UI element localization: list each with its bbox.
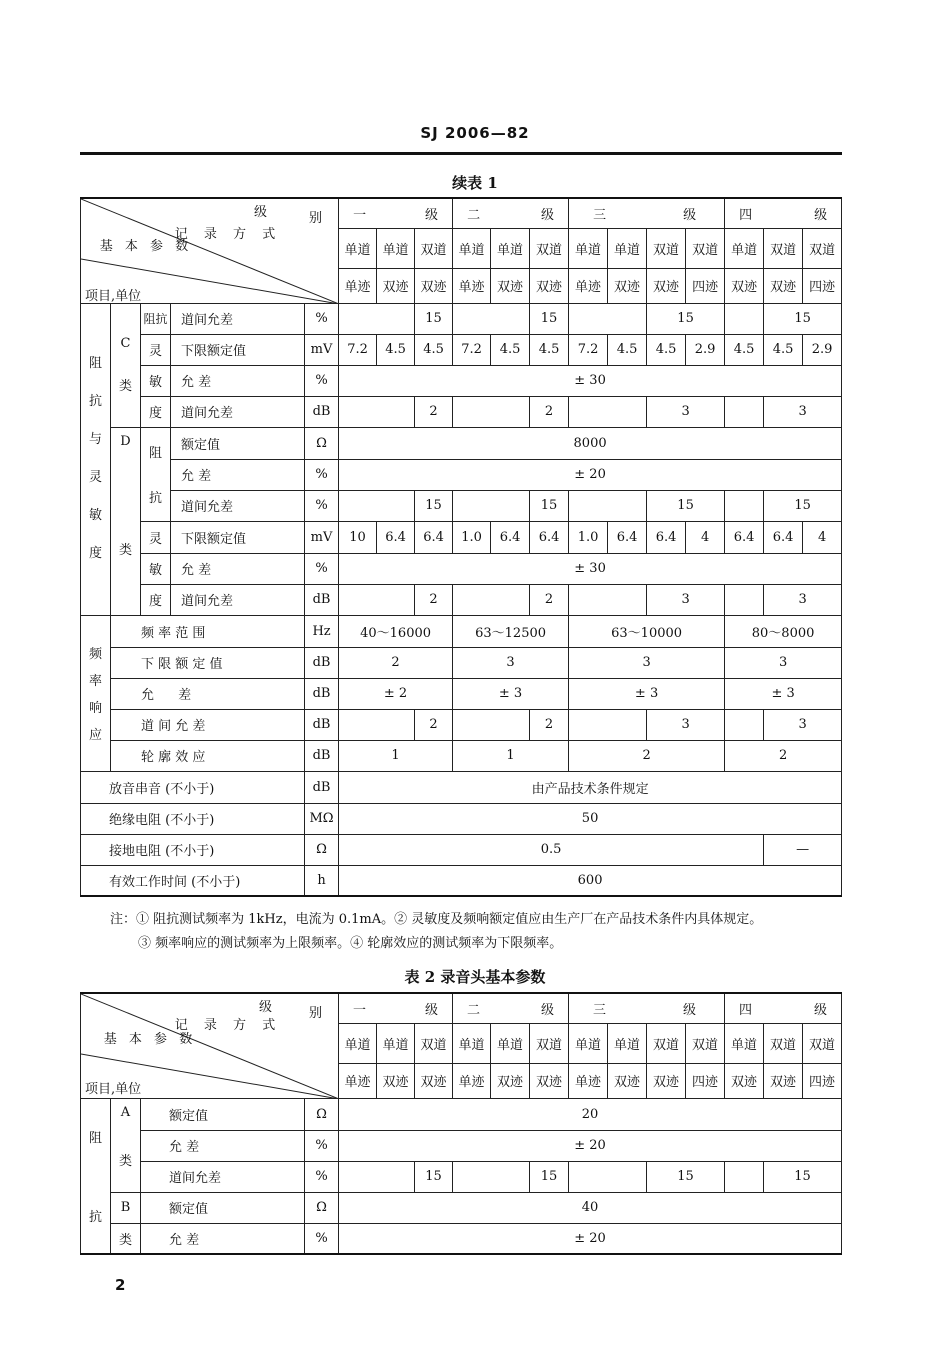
track-mode-top-9: 双道 bbox=[686, 1023, 725, 1063]
track-mode-bottom-0: 单迹 bbox=[339, 1063, 377, 1098]
grade4-b: 级 bbox=[814, 207, 828, 223]
table1-diagonal-header bbox=[81, 198, 339, 303]
grade2-a: 二 bbox=[467, 207, 481, 223]
f-row3-unit: dB bbox=[305, 678, 339, 709]
value-cell bbox=[725, 709, 764, 740]
value-cell: 7.2 bbox=[453, 334, 491, 365]
table1 bbox=[80, 197, 842, 897]
value-cell: 15 bbox=[530, 1161, 569, 1192]
value-cell: 3 bbox=[647, 584, 725, 615]
value-cell: 2 bbox=[569, 740, 725, 771]
table1-notes bbox=[110, 908, 850, 956]
value-cell: 4.5 bbox=[608, 334, 647, 365]
c-lmd-3: 度 bbox=[141, 396, 171, 427]
grade3-a: 三 bbox=[593, 207, 607, 223]
d-row3-name: 道间允差 bbox=[171, 490, 305, 521]
grade-label: 级 bbox=[259, 1000, 273, 1015]
page-number: 2 bbox=[115, 1276, 126, 1294]
value-cell: 15 bbox=[647, 1161, 725, 1192]
value-cell: 4.5 bbox=[530, 334, 569, 365]
table2 bbox=[80, 992, 842, 1255]
track-mode-bottom-1: 双迹 bbox=[377, 1063, 415, 1098]
class-b-lei: 类 bbox=[111, 1223, 141, 1254]
value-cell: 4.5 bbox=[647, 334, 686, 365]
track-mode-bottom-5: 双迹 bbox=[530, 268, 569, 303]
t1-c-row1 bbox=[81, 303, 842, 334]
value-cell: 15 bbox=[647, 303, 725, 334]
t2-b-row2 bbox=[81, 1223, 842, 1254]
m-row2-name: 绝缘电阻 (不小于) bbox=[81, 803, 305, 834]
value-cell: 4 bbox=[803, 521, 842, 553]
value-cell: 63～12500 bbox=[453, 615, 569, 647]
record-method-label: 记 录 方 式 bbox=[174, 1018, 282, 1033]
m-row1-unit: dB bbox=[305, 771, 339, 803]
value-cell: 80～8000 bbox=[725, 615, 842, 647]
a-row1-name: 额定值 bbox=[141, 1098, 305, 1130]
class-a bbox=[111, 1098, 141, 1192]
track-mode-bottom-5: 双迹 bbox=[530, 1063, 569, 1098]
track-mode-top-11: 双道 bbox=[764, 228, 803, 268]
track-mode-top-8: 双道 bbox=[647, 228, 686, 268]
track-mode-bottom-11: 双迹 bbox=[764, 1063, 803, 1098]
span-value: 0.5 bbox=[339, 834, 764, 865]
d-row4-name: 下限额定值 bbox=[171, 521, 305, 553]
value-cell: 15 bbox=[764, 1161, 842, 1192]
track-mode-bottom-7: 双迹 bbox=[608, 268, 647, 303]
t1-f-row2 bbox=[81, 647, 842, 678]
track-mode-top-7: 单道 bbox=[608, 228, 647, 268]
value-cell bbox=[725, 303, 764, 334]
track-mode-top-1: 单道 bbox=[377, 1023, 415, 1063]
basic-params-label: 基 本 参 数 bbox=[103, 1032, 197, 1047]
a-row2-unit: % bbox=[305, 1130, 339, 1161]
freq-char-4: 应 bbox=[88, 728, 102, 743]
value-cell: 1.0 bbox=[453, 521, 491, 553]
track-mode-bottom-6: 单迹 bbox=[569, 268, 608, 303]
bie-label: 别 bbox=[309, 211, 323, 226]
track-mode-bottom-3: 单迹 bbox=[453, 268, 491, 303]
f-row1-unit: Hz bbox=[305, 615, 339, 647]
t1-f-row3 bbox=[81, 678, 842, 709]
value-cell: 4.5 bbox=[377, 334, 415, 365]
track-mode-top-2: 双道 bbox=[415, 228, 453, 268]
value-cell bbox=[339, 303, 415, 334]
t1-m-row1 bbox=[81, 771, 842, 803]
value-cell bbox=[569, 709, 647, 740]
track-mode-bottom-8: 双迹 bbox=[647, 1063, 686, 1098]
value-cell bbox=[569, 303, 647, 334]
value-cell bbox=[725, 490, 764, 521]
t1-m-row2 bbox=[81, 803, 842, 834]
b-row1-name: 额定值 bbox=[141, 1192, 305, 1223]
track-mode-top-4: 单道 bbox=[491, 228, 530, 268]
d-row3-unit: % bbox=[305, 490, 339, 521]
track-mode-bottom-12: 四迹 bbox=[803, 268, 842, 303]
value-cell: 3 bbox=[764, 709, 842, 740]
track-mode-top-9: 双道 bbox=[686, 228, 725, 268]
t1-c-row2 bbox=[81, 334, 842, 365]
freq-char-1: 频 bbox=[88, 647, 102, 662]
t1-f-row4 bbox=[81, 709, 842, 740]
grade3-b: 级 bbox=[683, 207, 697, 223]
freq-char-2: 率 bbox=[88, 674, 102, 689]
track-mode-top-0: 单道 bbox=[339, 1023, 377, 1063]
c-row3-unit: % bbox=[305, 365, 339, 396]
t1-m-row4 bbox=[81, 865, 842, 896]
value-cell: 2 bbox=[530, 709, 569, 740]
m-row2-unit: MΩ bbox=[305, 803, 339, 834]
note-line-1: 注：① 阻抗测试频率为 1kHz，电流为 0.1mA。② 灵敏度及频响额定值应由生产厂在产品技术条件内具体规定。 bbox=[110, 912, 763, 927]
f-row2-unit: dB bbox=[305, 647, 339, 678]
value-cell: 2 bbox=[530, 396, 569, 427]
d-row6-name: 道间允差 bbox=[171, 584, 305, 615]
c-row3-name: 允 差 bbox=[171, 365, 305, 396]
d-zk-1: 阻 bbox=[148, 446, 162, 461]
track-mode-bottom-12: 四迹 bbox=[803, 1063, 842, 1098]
value-cell: — bbox=[764, 834, 842, 865]
t2-a-row1 bbox=[81, 1098, 842, 1130]
t1-m-row3 bbox=[81, 834, 842, 865]
track-mode-bottom-0: 单迹 bbox=[339, 268, 377, 303]
d-lmd-1: 灵 bbox=[141, 521, 171, 553]
track-mode-top-6: 单道 bbox=[569, 228, 608, 268]
f-row5-name: 轮 廓 效 应 bbox=[111, 740, 305, 771]
value-cell: 15 bbox=[415, 1161, 453, 1192]
d-row1-unit: Ω bbox=[305, 427, 339, 459]
span-value: 20 bbox=[339, 1098, 842, 1130]
value-cell: 40～16000 bbox=[339, 615, 453, 647]
value-cell: 15 bbox=[530, 303, 569, 334]
track-mode-bottom-11: 双迹 bbox=[764, 268, 803, 303]
header-rule bbox=[80, 152, 842, 155]
t1-c-row3 bbox=[81, 365, 842, 396]
track-mode-top-10: 单道 bbox=[725, 228, 764, 268]
group-zkly bbox=[81, 303, 111, 615]
d-row5-unit: % bbox=[305, 553, 339, 584]
value-cell: 3 bbox=[764, 396, 842, 427]
value-cell: 15 bbox=[415, 303, 453, 334]
track-mode-top-12: 双道 bbox=[803, 228, 842, 268]
track-mode-top-8: 双道 bbox=[647, 1023, 686, 1063]
value-cell: 2 bbox=[339, 647, 453, 678]
track-mode-bottom-2: 双迹 bbox=[415, 268, 453, 303]
value-cell bbox=[569, 396, 647, 427]
track-mode-top-6: 单道 bbox=[569, 1023, 608, 1063]
b-row1-unit: Ω bbox=[305, 1192, 339, 1223]
group-zk bbox=[81, 1098, 111, 1254]
a-row3-unit: % bbox=[305, 1161, 339, 1192]
value-cell: ± 3 bbox=[569, 678, 725, 709]
d-row1-name: 额定值 bbox=[171, 427, 305, 459]
value-cell: 3 bbox=[725, 647, 842, 678]
track-mode-bottom-10: 双迹 bbox=[725, 268, 764, 303]
m-row4-name: 有效工作时间 (不小于) bbox=[81, 865, 305, 896]
basic-params-label: 基 本 参 数 bbox=[99, 239, 193, 254]
group-freq bbox=[81, 615, 111, 771]
value-cell: 1 bbox=[453, 740, 569, 771]
track-mode-top-0: 单道 bbox=[339, 228, 377, 268]
grade4-a: 四 bbox=[739, 1002, 753, 1018]
value-cell: 63～10000 bbox=[569, 615, 725, 647]
zk-char-1: 阻 bbox=[88, 1130, 102, 1146]
value-cell bbox=[569, 1161, 647, 1192]
note-line-2: ③ 频率响应的测试频率为上限频率。④ 轮廓效应的测试频率为下限频率。 bbox=[138, 936, 563, 951]
track-mode-top-12: 双道 bbox=[803, 1023, 842, 1063]
grade1-b: 级 bbox=[425, 207, 439, 223]
value-cell bbox=[453, 490, 530, 521]
value-cell: 1.0 bbox=[569, 521, 608, 553]
d-row2-name: 允 差 bbox=[171, 459, 305, 490]
value-cell: 6.4 bbox=[377, 521, 415, 553]
grade4-b: 级 bbox=[814, 1002, 828, 1018]
group-zkly-text: 阻抗与灵敏度 bbox=[88, 356, 102, 561]
track-mode-bottom-10: 双迹 bbox=[725, 1063, 764, 1098]
d-zk-2: 抗 bbox=[148, 491, 162, 506]
f-row2-name: 下 限 额 定 值 bbox=[111, 647, 305, 678]
value-cell: 15 bbox=[530, 490, 569, 521]
span-value: ± 20 bbox=[339, 1130, 842, 1161]
track-mode-top-5: 双道 bbox=[530, 228, 569, 268]
value-cell: 3 bbox=[647, 396, 725, 427]
value-cell: 3 bbox=[764, 584, 842, 615]
span-value: ± 30 bbox=[339, 553, 842, 584]
t1-d-row2 bbox=[81, 459, 842, 490]
c-lmd-2: 敏 bbox=[141, 365, 171, 396]
grade3-a: 三 bbox=[593, 1002, 607, 1018]
t1-c-row4 bbox=[81, 396, 842, 427]
c-row2-unit: mV bbox=[305, 334, 339, 365]
track-mode-bottom-3: 单迹 bbox=[453, 1063, 491, 1098]
c-row4-unit: dB bbox=[305, 396, 339, 427]
track-mode-top-10: 单道 bbox=[725, 1023, 764, 1063]
value-cell: 2.9 bbox=[686, 334, 725, 365]
table1-caption: 续表 1 bbox=[452, 174, 498, 192]
f-row3-name: 允 差 bbox=[111, 678, 305, 709]
value-cell: 3 bbox=[647, 709, 725, 740]
value-cell: 10 bbox=[339, 521, 377, 553]
value-cell bbox=[725, 396, 764, 427]
zk-char-2: 抗 bbox=[88, 1209, 102, 1225]
b-row2-unit: % bbox=[305, 1223, 339, 1254]
class-d bbox=[111, 427, 141, 615]
t2-a-row2 bbox=[81, 1130, 842, 1161]
value-cell bbox=[453, 396, 530, 427]
track-mode-bottom-4: 双迹 bbox=[491, 1063, 530, 1098]
value-cell bbox=[453, 303, 530, 334]
bie-label: 别 bbox=[309, 1006, 323, 1021]
class-c bbox=[111, 303, 141, 427]
value-cell: ± 3 bbox=[725, 678, 842, 709]
c-lmd-1: 灵 bbox=[141, 334, 171, 365]
value-cell: 6.4 bbox=[608, 521, 647, 553]
value-cell bbox=[569, 490, 647, 521]
class-d-lei: 类 bbox=[118, 542, 132, 558]
t1-f-row5 bbox=[81, 740, 842, 771]
d-row2-unit: % bbox=[305, 459, 339, 490]
track-mode-bottom-7: 双迹 bbox=[608, 1063, 647, 1098]
track-mode-top-7: 单道 bbox=[608, 1023, 647, 1063]
track-mode-top-2: 双道 bbox=[415, 1023, 453, 1063]
value-cell: 6.4 bbox=[647, 521, 686, 553]
value-cell bbox=[339, 584, 415, 615]
value-cell: 7.2 bbox=[569, 334, 608, 365]
value-cell bbox=[569, 584, 647, 615]
grade-label: 级 bbox=[254, 205, 268, 220]
d-row6-unit: dB bbox=[305, 584, 339, 615]
c-row1-name: 道间允差 bbox=[171, 303, 305, 334]
t2-b-row1 bbox=[81, 1192, 842, 1223]
track-mode-bottom-9: 四迹 bbox=[686, 268, 725, 303]
grade4-a: 四 bbox=[739, 207, 753, 223]
m-row3-unit: Ω bbox=[305, 834, 339, 865]
track-mode-top-5: 双道 bbox=[530, 1023, 569, 1063]
value-cell: ± 2 bbox=[339, 678, 453, 709]
value-cell bbox=[339, 490, 415, 521]
d-row4-unit: mV bbox=[305, 521, 339, 553]
value-cell: 2 bbox=[415, 396, 453, 427]
t1-d-row3 bbox=[81, 490, 842, 521]
value-cell bbox=[725, 584, 764, 615]
t1-d-row1 bbox=[81, 427, 842, 459]
m-row4-unit: h bbox=[305, 865, 339, 896]
track-mode-bottom-6: 单迹 bbox=[569, 1063, 608, 1098]
d-lmd-3: 度 bbox=[141, 584, 171, 615]
freq-char-3: 响 bbox=[88, 701, 102, 716]
item-unit-label: 项目,单位 bbox=[85, 289, 142, 303]
span-value: ± 20 bbox=[339, 459, 842, 490]
d-zk bbox=[141, 427, 171, 521]
d-row5-name: 允 差 bbox=[171, 553, 305, 584]
track-mode-bottom-8: 双迹 bbox=[647, 268, 686, 303]
value-cell: 4.5 bbox=[764, 334, 803, 365]
value-cell: 2.9 bbox=[803, 334, 842, 365]
value-cell bbox=[453, 1161, 530, 1192]
c-row1-unit: % bbox=[305, 303, 339, 334]
span-value: ± 20 bbox=[339, 1223, 842, 1254]
value-cell: 2 bbox=[530, 584, 569, 615]
value-cell: 6.4 bbox=[725, 521, 764, 553]
f-row4-unit: dB bbox=[305, 709, 339, 740]
item-unit-label: 项目,单位 bbox=[85, 1082, 142, 1097]
track-mode-top-11: 双道 bbox=[764, 1023, 803, 1063]
track-mode-top-4: 单道 bbox=[491, 1023, 530, 1063]
track-mode-bottom-2: 双迹 bbox=[415, 1063, 453, 1098]
f-row4-name: 道 间 允 差 bbox=[111, 709, 305, 740]
value-cell: 15 bbox=[415, 490, 453, 521]
m-row3-name: 接地电阻 (不小于) bbox=[81, 834, 305, 865]
t1-f-row1 bbox=[81, 615, 842, 647]
span-value: 50 bbox=[339, 803, 842, 834]
value-cell: 7.2 bbox=[339, 334, 377, 365]
value-cell: 3 bbox=[453, 647, 569, 678]
value-cell: 4.5 bbox=[491, 334, 530, 365]
t1-d-row4 bbox=[81, 521, 842, 553]
value-cell: 2 bbox=[415, 584, 453, 615]
value-cell: 15 bbox=[764, 490, 842, 521]
table2-caption: 表 2 录音头基本参数 bbox=[404, 968, 546, 986]
d-lmd-2: 敏 bbox=[141, 553, 171, 584]
f-row5-unit: dB bbox=[305, 740, 339, 771]
track-mode-top-3: 单道 bbox=[453, 1023, 491, 1063]
span-value: 8000 bbox=[339, 427, 842, 459]
value-cell: 2 bbox=[725, 740, 842, 771]
value-cell: 6.4 bbox=[491, 521, 530, 553]
span-value: ± 30 bbox=[339, 365, 842, 396]
grade2-a: 二 bbox=[467, 1002, 481, 1018]
a-row2-name: 允 差 bbox=[141, 1130, 305, 1161]
f-row1-name: 频 率 范 围 bbox=[111, 615, 305, 647]
c-row2-name: 下限额定值 bbox=[171, 334, 305, 365]
value-cell bbox=[453, 709, 530, 740]
a-row3-name: 道间允差 bbox=[141, 1161, 305, 1192]
value-cell bbox=[453, 584, 530, 615]
value-cell: 6.4 bbox=[530, 521, 569, 553]
track-mode-top-1: 单道 bbox=[377, 228, 415, 268]
value-cell: 1 bbox=[339, 740, 453, 771]
track-mode-bottom-9: 四迹 bbox=[686, 1063, 725, 1098]
class-c-letter: C bbox=[120, 336, 131, 351]
value-cell bbox=[339, 396, 415, 427]
grade2-b: 级 bbox=[540, 1002, 554, 1018]
class-b-letter: B bbox=[111, 1192, 141, 1223]
table2-diagonal-header bbox=[81, 993, 339, 1098]
span-value: 40 bbox=[339, 1192, 842, 1223]
grade3-b: 级 bbox=[683, 1002, 697, 1018]
document-code: SJ 2006—82 bbox=[420, 124, 530, 142]
class-d-letter: D bbox=[120, 433, 131, 449]
track-mode-bottom-1: 双迹 bbox=[377, 268, 415, 303]
t1-d-row6 bbox=[81, 584, 842, 615]
c-row4-name: 道间允差 bbox=[171, 396, 305, 427]
grade1-a: 一 bbox=[353, 1002, 367, 1018]
value-cell: 6.4 bbox=[764, 521, 803, 553]
value-cell: 6.4 bbox=[415, 521, 453, 553]
m-row1-name: 放音串音 (不小于) bbox=[81, 771, 305, 803]
track-mode-top-3: 单道 bbox=[453, 228, 491, 268]
span-value: 由产品技术条件规定 bbox=[339, 771, 842, 803]
span-value: 600 bbox=[339, 865, 842, 896]
value-cell: 2 bbox=[415, 709, 453, 740]
value-cell: 15 bbox=[764, 303, 842, 334]
value-cell: 4.5 bbox=[725, 334, 764, 365]
grade2-b: 级 bbox=[541, 207, 555, 223]
class-c-lei: 类 bbox=[118, 379, 132, 394]
class-a-letter: A bbox=[120, 1104, 131, 1120]
grade1-b: 级 bbox=[424, 1002, 438, 1018]
b-row2-name: 允 差 bbox=[141, 1223, 305, 1254]
class-a-lei: 类 bbox=[118, 1153, 132, 1169]
grade1-a: 一 bbox=[353, 207, 367, 223]
record-method-label: 记 录 方 式 bbox=[174, 227, 282, 242]
value-cell bbox=[339, 1161, 415, 1192]
value-cell: 3 bbox=[569, 647, 725, 678]
c-zk: 阻抗 bbox=[141, 303, 171, 334]
a-row1-unit: Ω bbox=[305, 1098, 339, 1130]
t1-d-row5 bbox=[81, 553, 842, 584]
value-cell: ± 3 bbox=[453, 678, 569, 709]
value-cell bbox=[339, 709, 415, 740]
value-cell bbox=[725, 1161, 764, 1192]
value-cell: 4.5 bbox=[415, 334, 453, 365]
value-cell: 15 bbox=[647, 490, 725, 521]
value-cell: 4 bbox=[686, 521, 725, 553]
track-mode-bottom-4: 双迹 bbox=[491, 268, 530, 303]
t2-a-row3 bbox=[81, 1161, 842, 1192]
